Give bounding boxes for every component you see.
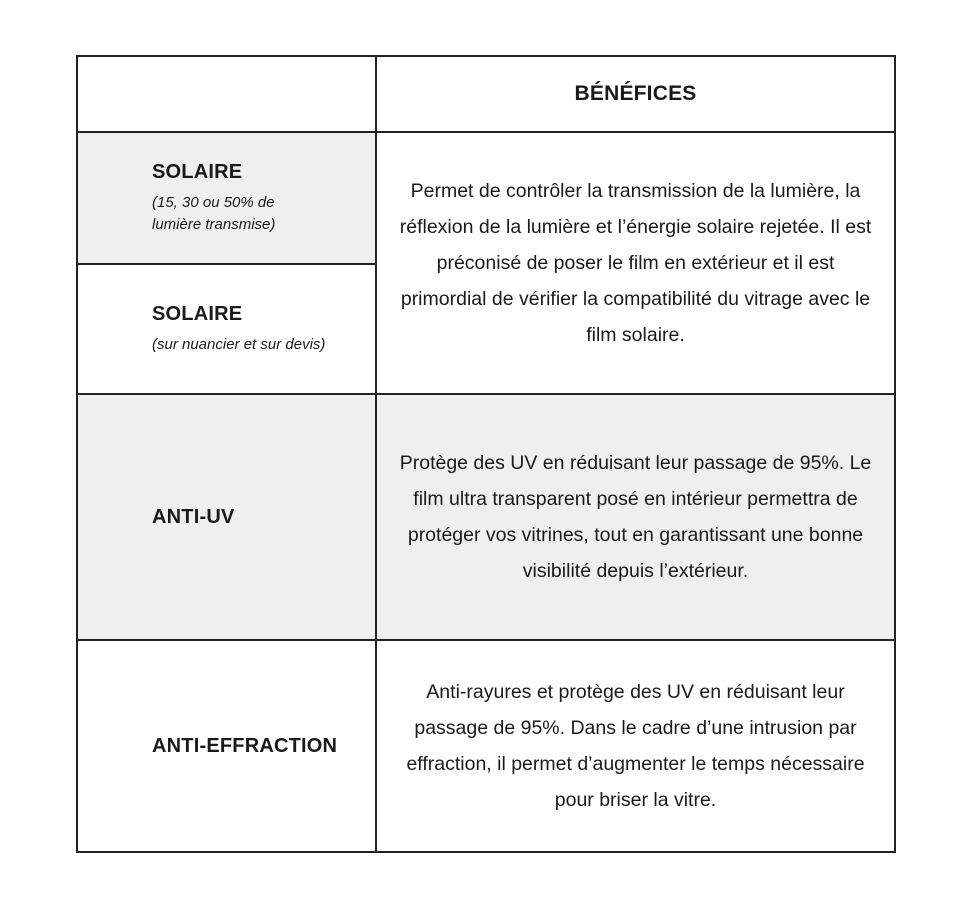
type-cell-anti-effraction [78, 641, 375, 851]
type-cell-solaire-2 [78, 265, 375, 393]
type-cell-anti-uv [78, 395, 375, 639]
benefits-column-header: BÉNÉFICES [574, 82, 697, 105]
benefit-anti-effraction: Anti-rayures et protège des UV en réduisant leur passage de 95%. Dans le cadre d’une intrusion par effraction, il permet d’augmenter le temps nécessaire pour briser la vitre. [406, 681, 865, 811]
type-name: SOLAIRE [152, 160, 243, 183]
type-name: ANTI-UV [152, 505, 235, 528]
benefit-solaire: Permet de contrôler la transmission de la lumière, la réflexion de la lumière et l’énergie solaire rejetée. Il est préconisé de poser le film en extérieur et il est primordial de vérifier la compatibilité du vitrage avec le film solaire. [399, 180, 872, 346]
type-note: (15, 30 ou 50% de lumière transmise) [152, 193, 276, 233]
film-benefits-table [76, 55, 896, 853]
row-divider [78, 263, 375, 265]
type-note: (sur nuancier et sur devis) [152, 335, 326, 353]
type-cell-solaire-1 [78, 133, 375, 263]
column-divider [375, 57, 377, 851]
row-divider [78, 393, 894, 395]
row-divider [78, 131, 894, 133]
row-divider [78, 639, 894, 641]
benefit-anti-uv: Protège des UV en réduisant leur passage de 95%. Le film ultra transparent posé en intérieur permettra de protéger vos vitrines, tout en garantissant une bonne visibilité depuis l’extérieur. [399, 452, 872, 582]
type-name: ANTI-EFFRACTION [152, 734, 338, 757]
header-empty-cell [78, 57, 375, 131]
type-name: SOLAIRE [152, 302, 243, 325]
